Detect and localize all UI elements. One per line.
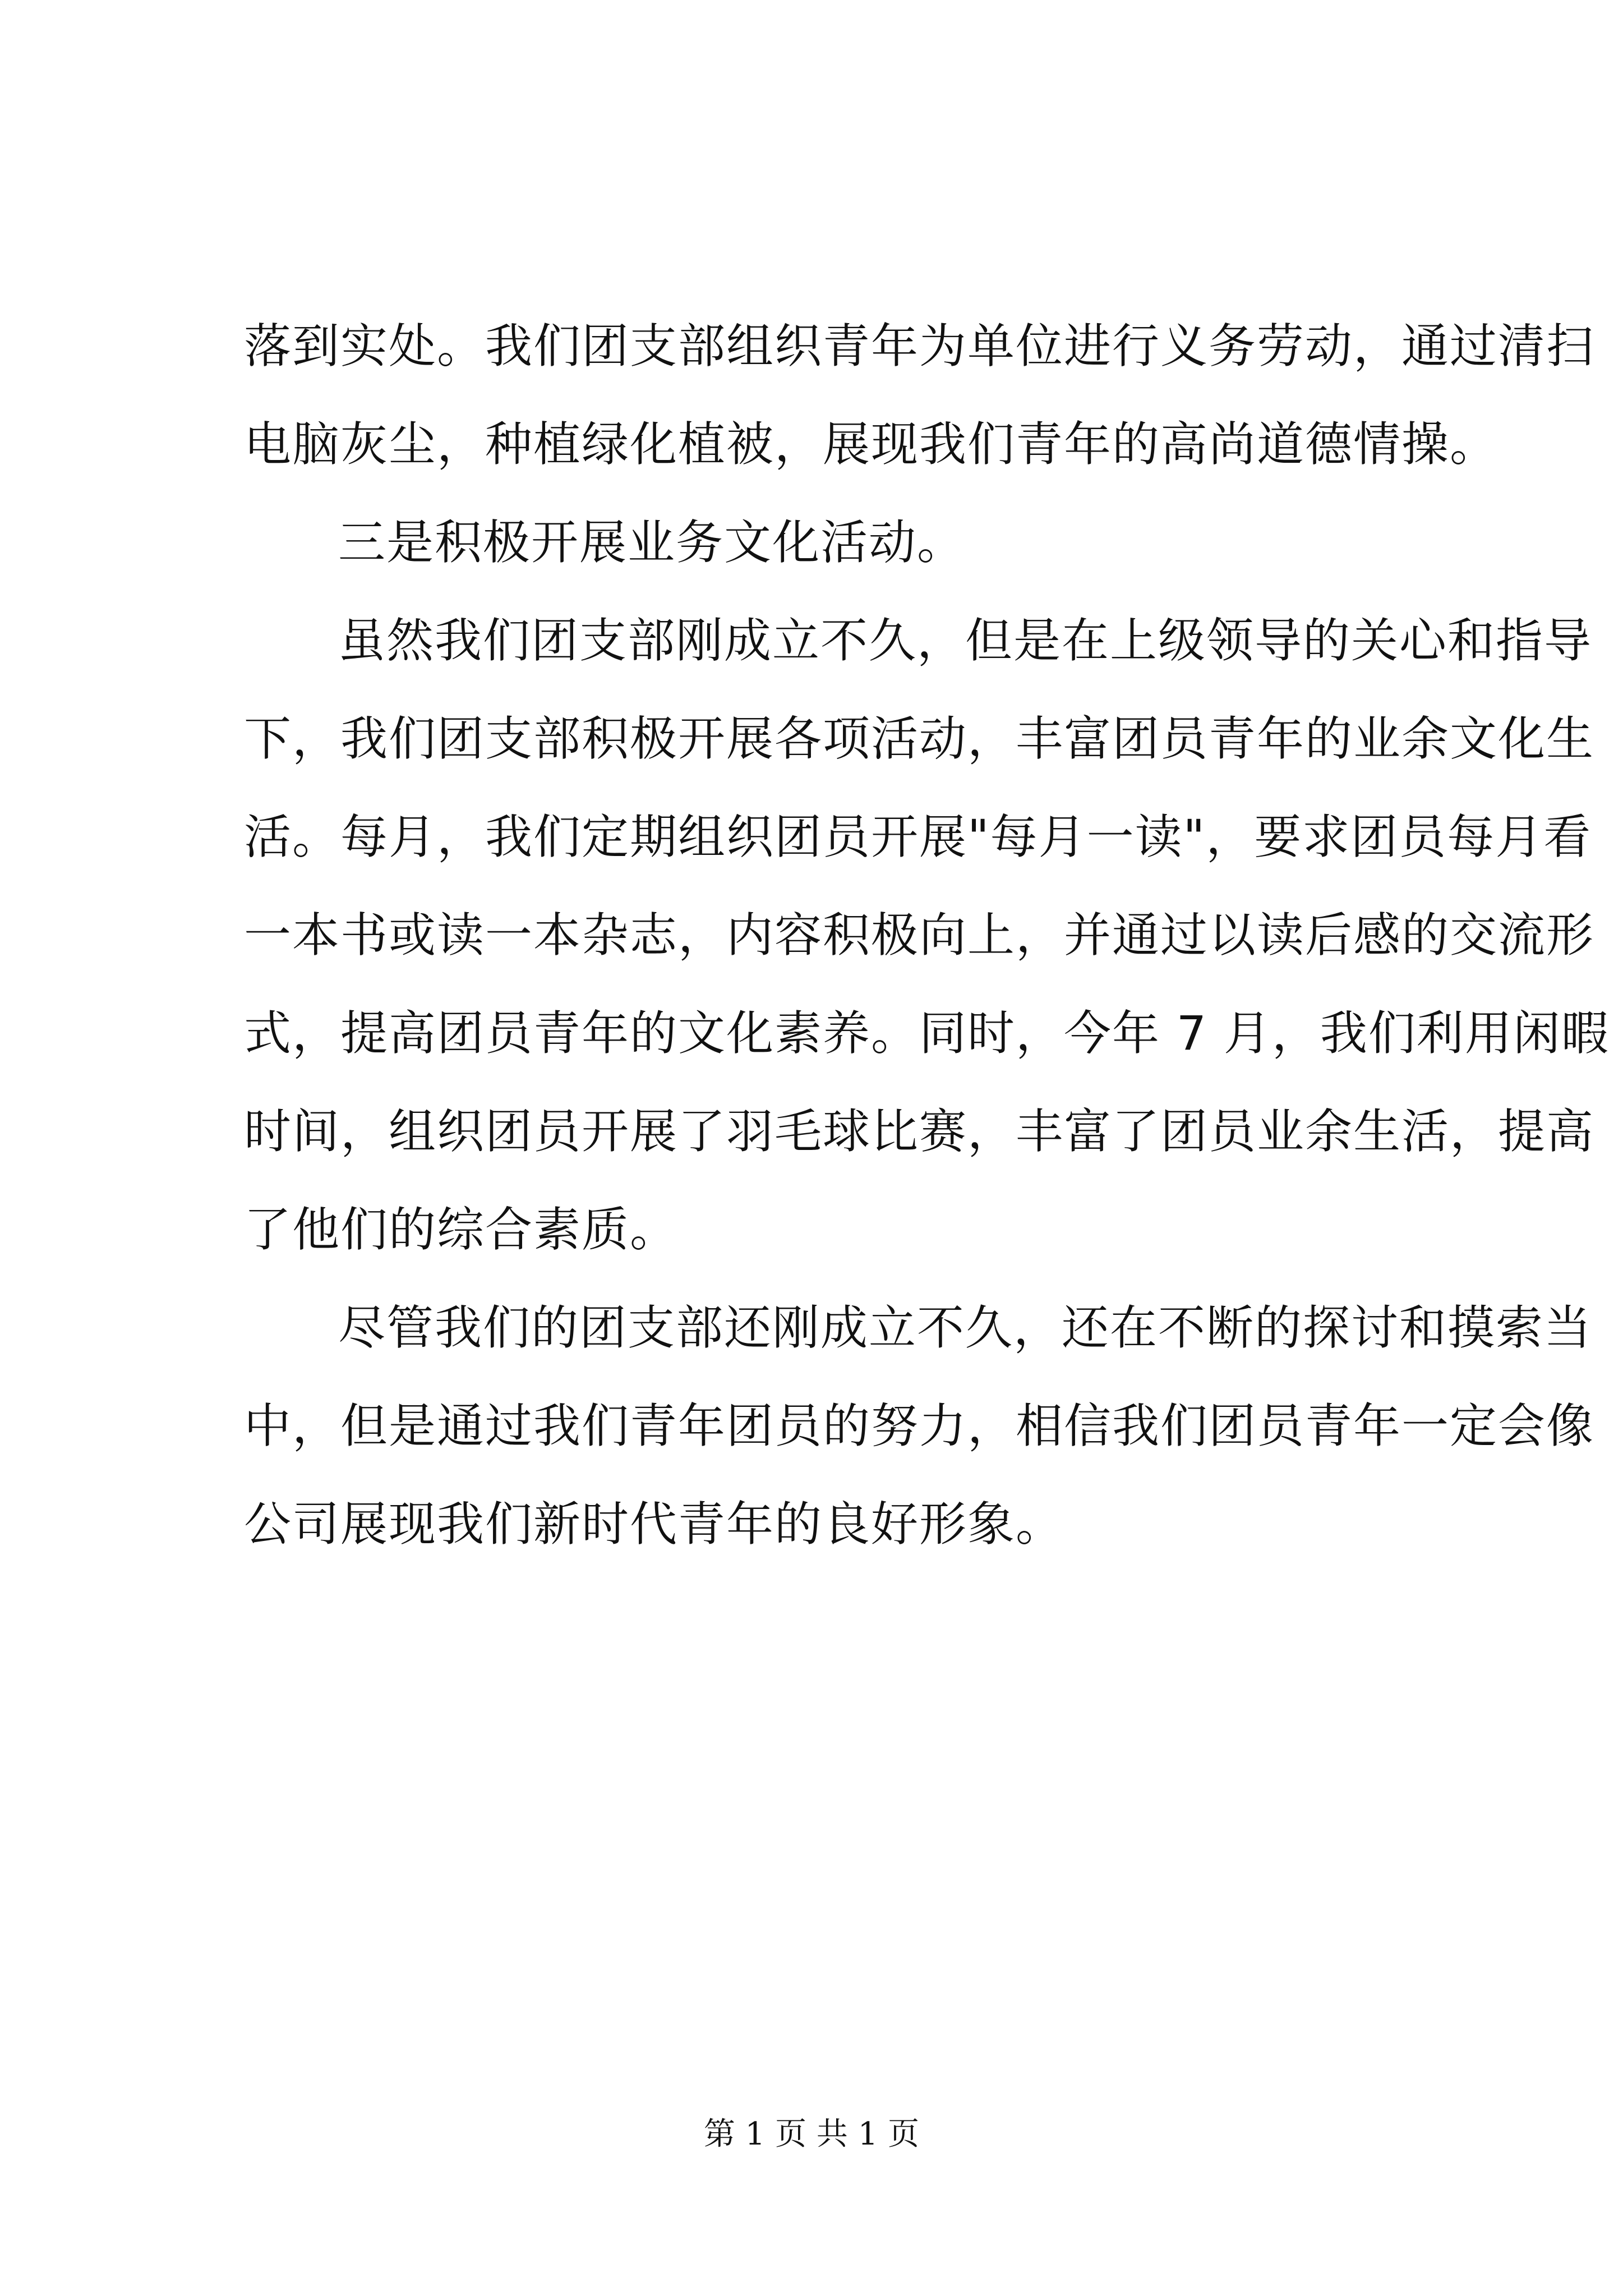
text-line: 一本书或读一本杂志，内容积极向上，并通过以读后感的交流形 bbox=[244, 908, 1595, 963]
text-line: 式，提高团员青年的文化素养。同时，今年 7 月，我们利用闲暇 bbox=[244, 1006, 1610, 1061]
text-line: 中，但是通过我们青年团员的努力，相信我们团员青年一定会像 bbox=[244, 1398, 1595, 1453]
text-line: 下，我们团支部积极开展各项活动，丰富团员青年的业余文化生 bbox=[244, 711, 1595, 766]
text-line: 尽管我们的团支部还刚成立不久，还在不断的探讨和摸索当 bbox=[338, 1300, 1593, 1355]
text-line: 虽然我们团支部刚成立不久，但是在上级领导的关心和指导 bbox=[338, 613, 1593, 668]
text-line: 活。每月，我们定期组织团员开展"每月一读"，要求团员每月看 bbox=[244, 809, 1592, 864]
text-line: 电脑灰尘，种植绿化植被，展现我们青年的高尚道德情操。 bbox=[244, 417, 1498, 472]
text-line: 了他们的综合素质。 bbox=[244, 1202, 679, 1257]
section-heading: 三是积极开展业务文化活动。 bbox=[338, 515, 966, 570]
text-line: 落到实处。我们团支部组织青年为单位进行义务劳动，通过清扫 bbox=[244, 319, 1595, 374]
text-line: 时间，组织团员开展了羽毛球比赛，丰富了团员业余生活，提高 bbox=[244, 1104, 1595, 1159]
document-body bbox=[244, 297, 1610, 1573]
page-footer: 第 1 页 共 1 页 bbox=[703, 2116, 920, 2152]
text-line: 公司展现我们新时代青年的良好形象。 bbox=[244, 1497, 1064, 1552]
